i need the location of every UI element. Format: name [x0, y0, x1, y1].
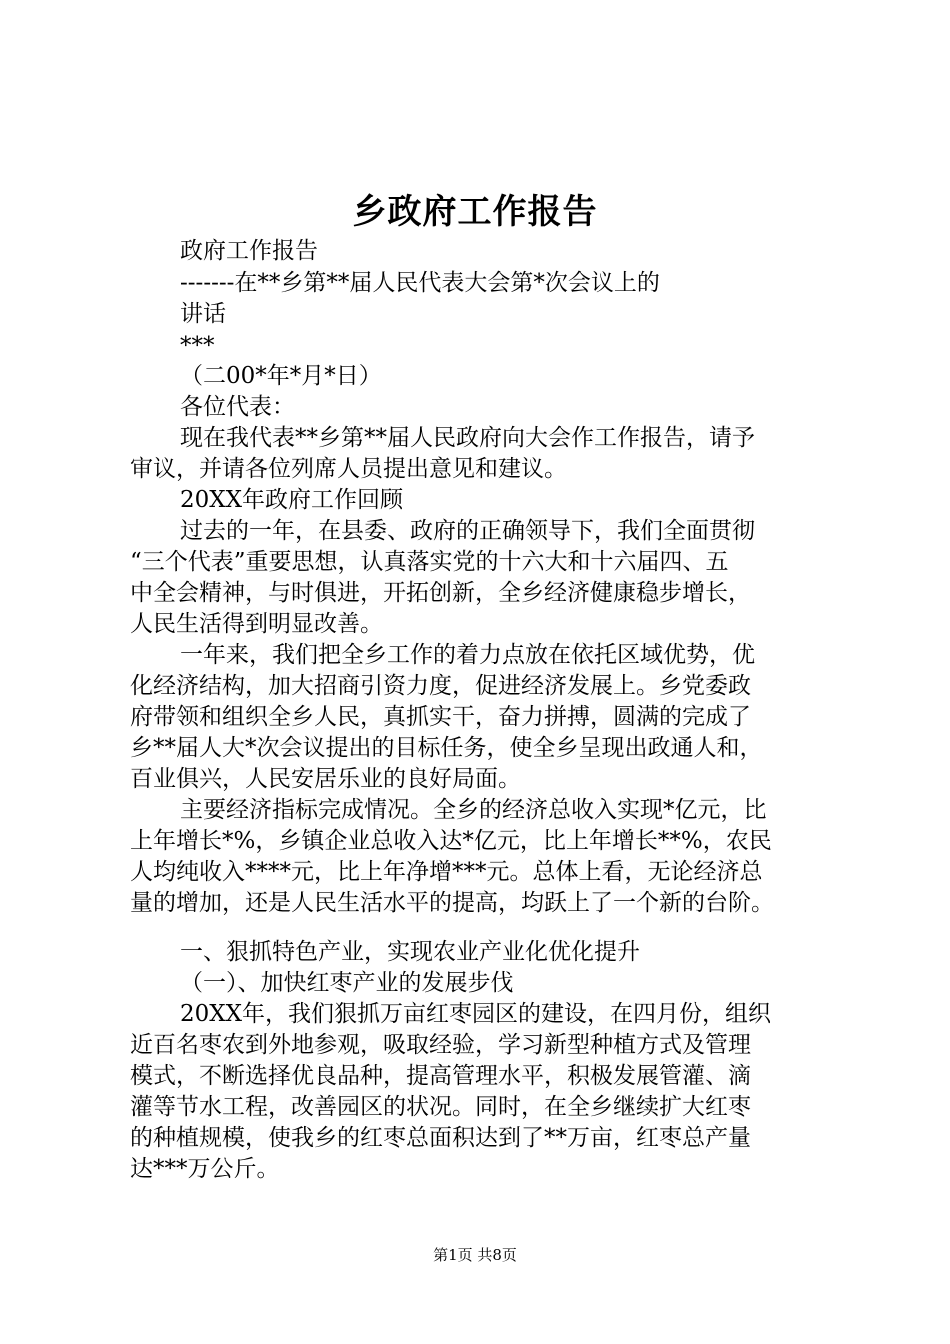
- speaker-line: ***: [180, 333, 215, 359]
- paragraph-line: 审议，并请各位列席人员提出意见和建议。: [130, 456, 567, 482]
- paragraph-line: 过去的一年，在县委、政府的正确领导下，我们全面贯彻: [180, 518, 755, 544]
- paragraph-line: 化经济结构，加大招商引资力度，促进经济发展上。乡党委政: [130, 673, 751, 699]
- section-heading: 20XX年政府工作回顾: [180, 487, 404, 513]
- paragraph-line: 模式，不断选择优良品种，提高管理水平，积极发展管灌、滴: [130, 1063, 751, 1089]
- paragraph-line: “三个代表”重要思想，认真落实党的十六大和十六届四、五: [130, 549, 729, 575]
- subsection-heading: （一）、加快红枣产业的发展步伐: [180, 970, 514, 996]
- subtitle-line: 政府工作报告: [180, 238, 318, 264]
- paragraph-line: 近百名枣农到外地参观，吸取经验，学习新型种植方式及管理: [130, 1032, 751, 1058]
- paragraph-line: 百业俱兴，人民安居乐业的良好局面。: [130, 766, 521, 792]
- paragraph-line: 量的增加，还是人民生活水平的提高，均跃上了一个新的台阶。: [130, 890, 774, 916]
- paragraph-line: 上年增长*%，乡镇企业总收入达*亿元，比上年增长**%，农民: [130, 828, 772, 854]
- paragraph-line: 一年来，我们把全乡工作的着力点放在依托区域优势，优: [180, 642, 755, 668]
- salutation-line: 各位代表：: [180, 394, 295, 420]
- date-line: （二00*年*月*日）: [180, 363, 382, 389]
- page-number-footer: 第1页 共8页: [433, 1246, 517, 1264]
- document-title: 乡政府工作报告: [352, 192, 598, 232]
- paragraph-line: 的种植规模，使我乡的红枣总面积达到了**万亩，红枣总产量: [130, 1125, 751, 1151]
- paragraph-line: 府带领和组织全乡人民，真抓实干，奋力拼搏，圆满的完成了: [130, 704, 751, 730]
- paragraph-line: 灌等节水工程，改善园区的状况。同时，在全乡继续扩大红枣: [130, 1094, 751, 1120]
- section-heading: 一、狠抓特色产业，实现农业产业化优化提升: [180, 939, 640, 965]
- paragraph-line: 达***万公斤。: [130, 1156, 280, 1182]
- paragraph-line: 人民生活得到明显改善。: [130, 611, 383, 637]
- venue-line: -------在**乡第**届人民代表大会第*次会议上的: [180, 270, 660, 296]
- venue-line-cont: 讲话: [180, 301, 226, 327]
- paragraph-line: 现在我代表**乡第**届人民政府向大会作工作报告，请予: [180, 425, 755, 451]
- paragraph-line: 20XX年，我们狠抓万亩红枣园区的建设，在四月份，组织: [180, 1001, 772, 1027]
- paragraph-line: 主要经济指标完成情况。全乡的经济总收入实现*亿元，比: [180, 797, 767, 823]
- paragraph-line: 乡**届人大*次会议提出的目标任务，使全乡呈现出政通人和，: [130, 735, 763, 761]
- paragraph-line: 人均纯收入****元，比上年净增***元。总体上看，无论经济总: [130, 859, 763, 885]
- paragraph-line: 中全会精神，与时俱进，开拓创新，全乡经济健康稳步增长，: [130, 580, 751, 606]
